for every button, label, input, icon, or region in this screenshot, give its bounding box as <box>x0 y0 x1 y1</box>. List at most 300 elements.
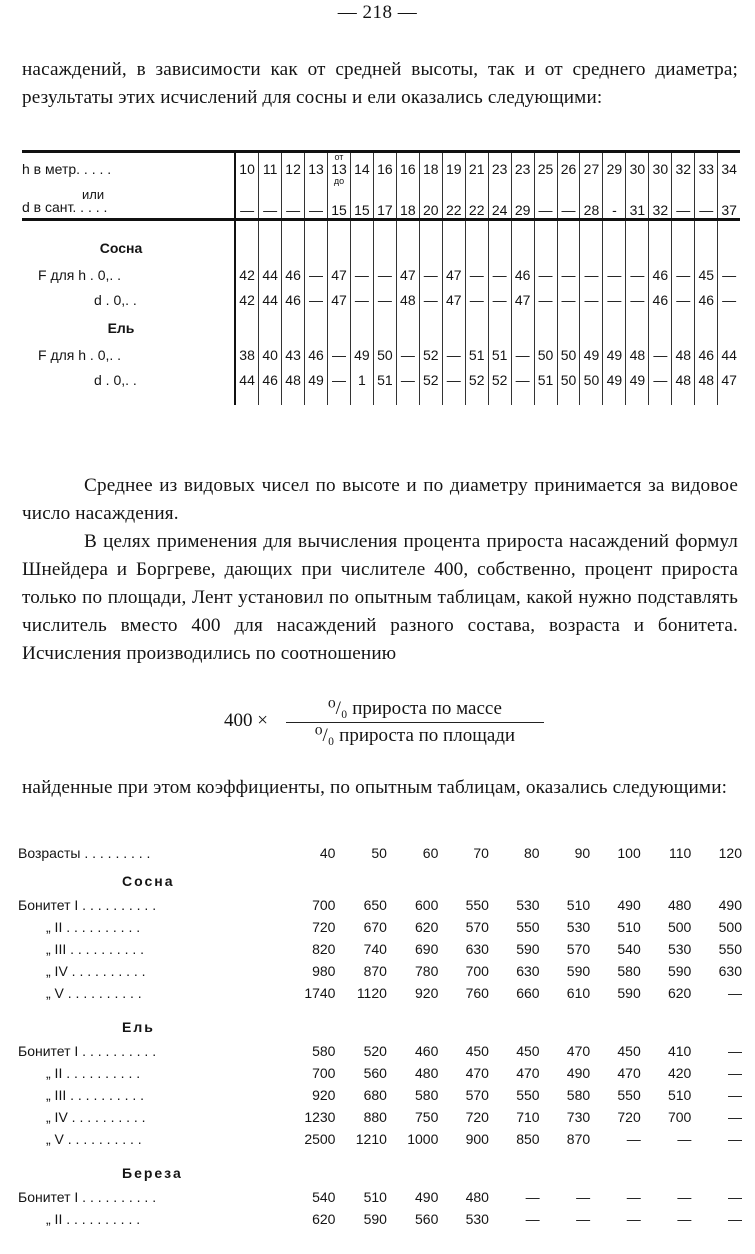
empty-cell <box>373 313 396 343</box>
d-cell: 28 <box>580 186 603 220</box>
value-cell: — <box>511 343 534 368</box>
coefficient-cell: 590 <box>363 1211 387 1227</box>
coefficient-cell: 850 <box>516 1131 540 1147</box>
value-cell: — <box>718 288 740 313</box>
or-label: или <box>82 187 105 202</box>
empty-cell <box>305 233 328 263</box>
coefficient-table <box>18 838 742 1230</box>
age-cell: 40 <box>319 845 336 861</box>
spacer-row <box>22 393 740 405</box>
spacer-cell <box>603 220 626 234</box>
empty-cell <box>465 233 488 263</box>
age-cell: 60 <box>422 845 439 861</box>
h-cell: 13 <box>305 152 328 187</box>
value-cell: — <box>465 288 488 313</box>
d-cell: — <box>557 186 580 220</box>
coefficient-cell: 580 <box>617 963 641 979</box>
value-cell: — <box>557 288 580 313</box>
empty-cell <box>259 233 282 263</box>
empty-cell <box>373 233 396 263</box>
coefficient-row <box>18 1186 742 1208</box>
value-cell: 49 <box>626 368 649 393</box>
d-cell: — <box>695 186 718 220</box>
value-cell: 46 <box>649 288 672 313</box>
bonitet-label: Бонитет I . . . . . . . . . . <box>18 1043 157 1059</box>
h-cell: 23 <box>511 152 534 187</box>
coefficient-cell: 530 <box>566 919 591 935</box>
value-cell: 48 <box>282 368 305 393</box>
coefficient-row <box>18 1208 742 1230</box>
value-cell: 46 <box>259 368 282 393</box>
empty-cell <box>305 313 328 343</box>
coefficient-cell: 880 <box>363 1109 387 1125</box>
form-factor-table <box>22 150 740 405</box>
coefficient-row <box>18 1106 742 1128</box>
d-cell: 31 <box>626 186 649 220</box>
empty-cell <box>626 233 649 263</box>
empty-cell <box>442 313 465 343</box>
h-cell-to: до <box>333 176 345 186</box>
coefficient-cell: 620 <box>667 985 692 1001</box>
coefficient-cell: 780 <box>415 963 439 979</box>
coefficient-cell: 750 <box>415 1109 439 1125</box>
spacer-cell <box>373 220 396 234</box>
h-cell: 19 <box>442 152 465 187</box>
coefficient-cell: 980 <box>312 963 336 979</box>
species-name: Ель <box>107 319 135 336</box>
empty-cell <box>603 313 626 343</box>
value-cell: 51 <box>465 343 488 368</box>
coefficient-cell: 450 <box>465 1043 489 1059</box>
spacer-cell <box>328 220 351 234</box>
coefficient-cell: 480 <box>465 1189 489 1205</box>
value-cell: 40 <box>259 343 282 368</box>
paragraph-average: Среднее из видовых чисел по высоте и по диаметру принимается за видовое число насаждения. <box>22 475 738 524</box>
value-cell: 46 <box>695 343 718 368</box>
spacer-cell <box>259 220 282 234</box>
spacer-cell <box>649 220 672 234</box>
coefficient-cell: 510 <box>363 1189 387 1205</box>
empty-cell <box>419 233 442 263</box>
species-heading-row <box>18 868 742 894</box>
coefficient-cell: 2500 <box>304 1131 336 1147</box>
coefficient-cell: 870 <box>363 963 387 979</box>
empty-cell <box>396 233 419 263</box>
h-cell: 18 <box>419 152 442 187</box>
value-cell: 47 <box>328 288 351 313</box>
empty-cell <box>465 313 488 343</box>
coefficient-cell: 550 <box>465 897 489 913</box>
d-cell: 22 <box>442 186 465 220</box>
empty-cell <box>557 313 580 343</box>
h-cell: 23 <box>488 152 511 187</box>
h-cell: 12 <box>282 152 305 187</box>
coefficient-cell: 500 <box>667 919 692 935</box>
h-cell: 30 <box>649 152 672 187</box>
value-cell: 48 <box>672 343 695 368</box>
value-cell: — <box>649 368 672 393</box>
empty-cell <box>534 313 557 343</box>
spacer-cell <box>488 220 511 234</box>
value-cell: 51 <box>373 368 396 393</box>
coefficient-cell: 580 <box>312 1043 336 1059</box>
coefficient-cell: 470 <box>566 1043 591 1059</box>
coefficient-cell: 710 <box>516 1109 540 1125</box>
value-cell: 44 <box>259 288 282 313</box>
coefficient-cell: — <box>626 1131 641 1147</box>
species-name: Сосна <box>99 239 143 256</box>
empty-cell <box>442 233 465 263</box>
coefficient-cell: 480 <box>415 1065 439 1081</box>
coefficient-cell: 450 <box>516 1043 540 1059</box>
coefficient-cell: 760 <box>465 985 489 1001</box>
row-label: d . 0,. . <box>94 292 137 308</box>
value-cell: 47 <box>442 288 465 313</box>
coefficient-cell: 1000 <box>407 1131 439 1147</box>
value-cell: — <box>718 263 740 288</box>
coefficient-cell: 1210 <box>355 1131 387 1147</box>
value-cell: — <box>626 288 649 313</box>
coefficient-cell: — <box>677 1189 692 1205</box>
spacer-cell <box>235 220 259 234</box>
h-cell: 32 <box>672 152 695 187</box>
spacer-cell <box>442 393 465 405</box>
value-cell: 50 <box>557 368 580 393</box>
coefficient-cell: 690 <box>415 941 439 957</box>
empty-cell <box>580 313 603 343</box>
value-cell: — <box>328 343 351 368</box>
d-cell: 15 <box>350 186 373 220</box>
spacer-cell <box>282 220 305 234</box>
coefficient-cell: 530 <box>667 941 692 957</box>
empty-cell <box>672 233 695 263</box>
empty-cell <box>649 313 672 343</box>
d-cell: 37 <box>718 186 740 220</box>
coefficient-cell: 490 <box>415 1189 439 1205</box>
bonitet-label: „ III . . . . . . . . . . <box>46 1087 145 1103</box>
coefficient-cell: 720 <box>617 1109 641 1125</box>
value-cell: — <box>557 263 580 288</box>
paragraph-intro: насаждений, в зависимости как от средней высоты, так и от среднего диаметра; результаты этих исчислений для сосны и ели оказались следующими: <box>22 59 738 108</box>
value-cell: 50 <box>557 343 580 368</box>
value-cell: — <box>396 368 419 393</box>
empty-cell <box>328 313 351 343</box>
coefficient-cell: 510 <box>617 919 641 935</box>
coefficient-cell: 610 <box>566 985 591 1001</box>
spacer-cell <box>511 393 534 405</box>
spacer-cell <box>373 393 396 405</box>
coefficient-cell: 530 <box>465 1211 489 1227</box>
spacer-cell <box>419 220 442 234</box>
empty-cell <box>511 313 534 343</box>
spacer-cell <box>672 393 695 405</box>
value-cell: 51 <box>488 343 511 368</box>
h-cell: 34 <box>718 152 740 187</box>
value-cell: 44 <box>235 368 259 393</box>
species-heading: Ель <box>122 1019 155 1035</box>
species-heading-row <box>18 1014 742 1040</box>
bonitet-label: „ II . . . . . . . . . . <box>46 919 141 935</box>
spacer-cell <box>580 220 603 234</box>
value-cell: 47 <box>511 288 534 313</box>
empty-cell <box>649 233 672 263</box>
form-factor-row <box>22 343 740 368</box>
coefficient-cell: — <box>728 1109 742 1125</box>
coefficient-cell: 490 <box>718 897 742 913</box>
value-cell: 46 <box>305 343 328 368</box>
paragraph-lent-method: В целях применения для вычисления процента прироста насаждений формул Шнейдера и Боргреве, дающих при числителе 400, собственно, процент прироста только по площади, Лент установил по опытным таблицам, какой нужно подставлять числитель вместо 400 для насаждений разного состава, возраста и бонитета. Исчисления производились по соотношению <box>22 531 738 664</box>
coefficient-row <box>18 1084 742 1106</box>
coefficient-cell: — <box>525 1189 540 1205</box>
coefficient-cell: 570 <box>465 919 489 935</box>
row-label: F для h . 0,. . <box>38 267 122 283</box>
value-cell: 52 <box>465 368 488 393</box>
coefficient-row <box>18 1128 742 1150</box>
value-cell: 42 <box>235 288 259 313</box>
gap-cell <box>18 1004 742 1014</box>
spacer-cell <box>718 220 740 234</box>
value-cell: 46 <box>282 288 305 313</box>
empty-cell <box>350 313 373 343</box>
coefficient-cell: 820 <box>312 941 336 957</box>
coefficient-cell: 560 <box>415 1211 439 1227</box>
value-cell: — <box>488 288 511 313</box>
coefficient-cell: — <box>728 1065 742 1081</box>
coefficient-cell: 700 <box>667 1109 692 1125</box>
bonitet-label: „ II . . . . . . . . . . <box>46 1211 141 1227</box>
value-cell: 1 <box>350 368 373 393</box>
spacer-cell <box>396 393 419 405</box>
spacer-row <box>22 220 740 234</box>
form-factor-row <box>22 263 740 288</box>
coefficient-cell: 420 <box>667 1065 692 1081</box>
species-heading-row <box>18 1160 742 1186</box>
coefficient-cell: 1120 <box>356 985 387 1001</box>
value-cell: 38 <box>235 343 259 368</box>
spacer-cell <box>534 393 557 405</box>
coefficient-row <box>18 982 742 1004</box>
spacer-cell <box>672 220 695 234</box>
form-factor-row <box>22 368 740 393</box>
header-row-d <box>22 186 740 220</box>
coefficient-cell: 700 <box>312 1065 336 1081</box>
empty-cell <box>419 313 442 343</box>
value-cell: — <box>649 343 672 368</box>
value-cell: 46 <box>649 263 672 288</box>
spacer-cell <box>259 393 282 405</box>
coefficient-cell: 590 <box>516 941 540 957</box>
d-cell: 32 <box>649 186 672 220</box>
d-cell: — <box>282 186 305 220</box>
value-cell: — <box>603 263 626 288</box>
coefficient-row <box>18 1040 742 1062</box>
value-cell: 47 <box>396 263 419 288</box>
species-heading: Береза <box>122 1165 183 1181</box>
coefficient-cell: 450 <box>617 1043 641 1059</box>
spacer-cell <box>557 393 580 405</box>
age-cell: 50 <box>371 845 387 861</box>
spacer-cell <box>350 393 373 405</box>
value-cell: — <box>488 263 511 288</box>
value-cell: 42 <box>235 263 259 288</box>
header-row-h <box>22 152 740 187</box>
empty-cell <box>396 313 419 343</box>
empty-cell <box>235 313 259 343</box>
coefficient-cell: 580 <box>415 1087 439 1103</box>
row-label: d . 0,. . <box>94 372 137 388</box>
value-cell: 47 <box>718 368 740 393</box>
h-cell: 21 <box>465 152 488 187</box>
spacer-cell <box>282 393 305 405</box>
spacer-cell <box>580 393 603 405</box>
coefficient-cell: 590 <box>566 963 591 979</box>
h-cell-from: от <box>334 152 344 162</box>
value-cell: 50 <box>373 343 396 368</box>
empty-cell <box>718 233 740 263</box>
coefficient-cell: — <box>728 1189 742 1205</box>
coefficient-cell: 510 <box>667 1087 692 1103</box>
value-cell: — <box>396 343 419 368</box>
coefficient-cell: 570 <box>465 1087 489 1103</box>
coefficient-cell: 920 <box>415 985 439 1001</box>
h-cell: 29 <box>603 152 626 187</box>
value-cell: 46 <box>282 263 305 288</box>
coefficient-cell: 500 <box>718 919 742 935</box>
value-cell: — <box>626 263 649 288</box>
d-cell: 15 <box>328 186 351 220</box>
coefficient-cell: — <box>626 1189 641 1205</box>
d-cell: 22 <box>465 186 488 220</box>
value-cell: — <box>534 263 557 288</box>
value-cell: 48 <box>672 368 695 393</box>
age-cell: 70 <box>473 845 489 861</box>
value-cell: — <box>672 263 695 288</box>
d-cell: 17 <box>373 186 396 220</box>
empty-cell <box>511 233 534 263</box>
d-cell: 18 <box>396 186 419 220</box>
coefficient-cell: 470 <box>516 1065 540 1081</box>
coefficient-cell: 410 <box>667 1043 692 1059</box>
d-cell: 29 <box>511 186 534 220</box>
coefficient-cell: 560 <box>363 1065 387 1081</box>
value-cell: — <box>305 288 328 313</box>
empty-cell <box>488 313 511 343</box>
coefficient-cell: 460 <box>415 1043 439 1059</box>
coefficient-cell: 600 <box>415 897 439 913</box>
d-cell: — <box>235 186 259 220</box>
h-cell: 14 <box>350 152 373 187</box>
value-cell: 43 <box>282 343 305 368</box>
value-cell: 48 <box>396 288 419 313</box>
value-cell: 45 <box>695 263 718 288</box>
coefficient-cell: 510 <box>566 897 591 913</box>
species-row <box>22 313 740 343</box>
coefficient-cell: — <box>677 1211 692 1227</box>
spacer-cell <box>649 393 672 405</box>
coefficient-cell: — <box>626 1211 641 1227</box>
spacer-cell <box>419 393 442 405</box>
coefficient-cell: 680 <box>363 1087 387 1103</box>
species-row <box>22 233 740 263</box>
page-number: — 218 — <box>337 2 418 23</box>
value-cell: 50 <box>534 343 557 368</box>
bonitet-label: „ V . . . . . . . . . . <box>46 985 142 1001</box>
empty-cell <box>718 313 740 343</box>
coefficient-cell: 920 <box>312 1087 336 1103</box>
bonitet-label: „ V . . . . . . . . . . <box>46 1131 142 1147</box>
d-label-text: d в сант. . . . . <box>22 199 108 215</box>
bonitet-label: „ III . . . . . . . . . . <box>46 941 145 957</box>
empty-cell <box>328 233 351 263</box>
d-cell: 20 <box>419 186 442 220</box>
empty-cell <box>695 313 718 343</box>
coefficient-cell: 470 <box>465 1065 489 1081</box>
value-cell: 48 <box>626 343 649 368</box>
coefficient-cell: 550 <box>617 1087 641 1103</box>
coefficient-row <box>18 938 742 960</box>
coefficient-cell: 1230 <box>304 1109 336 1125</box>
coefficient-row <box>18 916 742 938</box>
species-heading: Сосна <box>122 873 175 889</box>
empty-cell <box>350 233 373 263</box>
spacer-cell <box>22 220 235 234</box>
d-cell: — <box>305 186 328 220</box>
coefficient-cell: — <box>728 1211 742 1227</box>
coefficient-cell: 740 <box>363 941 387 957</box>
coefficient-cell: 630 <box>465 941 489 957</box>
bonitet-label: „ IV . . . . . . . . . . <box>46 963 146 979</box>
empty-cell <box>557 233 580 263</box>
form-factor-row <box>22 288 740 313</box>
row-label: F для h . 0,. . <box>38 347 122 363</box>
empty-cell <box>626 313 649 343</box>
coefficient-cell: 550 <box>516 919 540 935</box>
empty-cell <box>695 233 718 263</box>
h-cell: 10 <box>235 152 259 187</box>
coefficient-cell: — <box>728 1087 742 1103</box>
h-cell: 26 <box>557 152 580 187</box>
value-cell: — <box>350 263 373 288</box>
empty-cell <box>235 233 259 263</box>
value-cell: 49 <box>580 343 603 368</box>
formula-denominator: ⁰/₀ прироста по площади <box>314 725 516 746</box>
coefficient-cell: 660 <box>516 985 540 1001</box>
coefficient-cell: 570 <box>566 941 591 957</box>
coefficient-cell: 1740 <box>304 985 336 1001</box>
value-cell: 49 <box>350 343 373 368</box>
h-cell: 25 <box>534 152 557 187</box>
empty-cell <box>672 313 695 343</box>
age-header-row <box>18 838 742 868</box>
value-cell: — <box>328 368 351 393</box>
age-cell: 110 <box>669 845 692 861</box>
age-label: Возрасты . . . . . . . . . <box>18 845 151 861</box>
d-label <box>22 186 235 220</box>
coefficient-cell: 550 <box>718 941 742 957</box>
d-cell: — <box>672 186 695 220</box>
d-cell: — <box>259 186 282 220</box>
h-cell: 30 <box>626 152 649 187</box>
age-cell: 100 <box>617 845 641 861</box>
age-cell: 120 <box>718 845 742 861</box>
value-cell: 49 <box>305 368 328 393</box>
coefficient-cell: 700 <box>465 963 489 979</box>
value-cell: — <box>442 343 465 368</box>
spacer-cell <box>328 393 351 405</box>
coefficient-cell: 700 <box>312 897 336 913</box>
value-cell: 52 <box>488 368 511 393</box>
value-cell: 51 <box>534 368 557 393</box>
